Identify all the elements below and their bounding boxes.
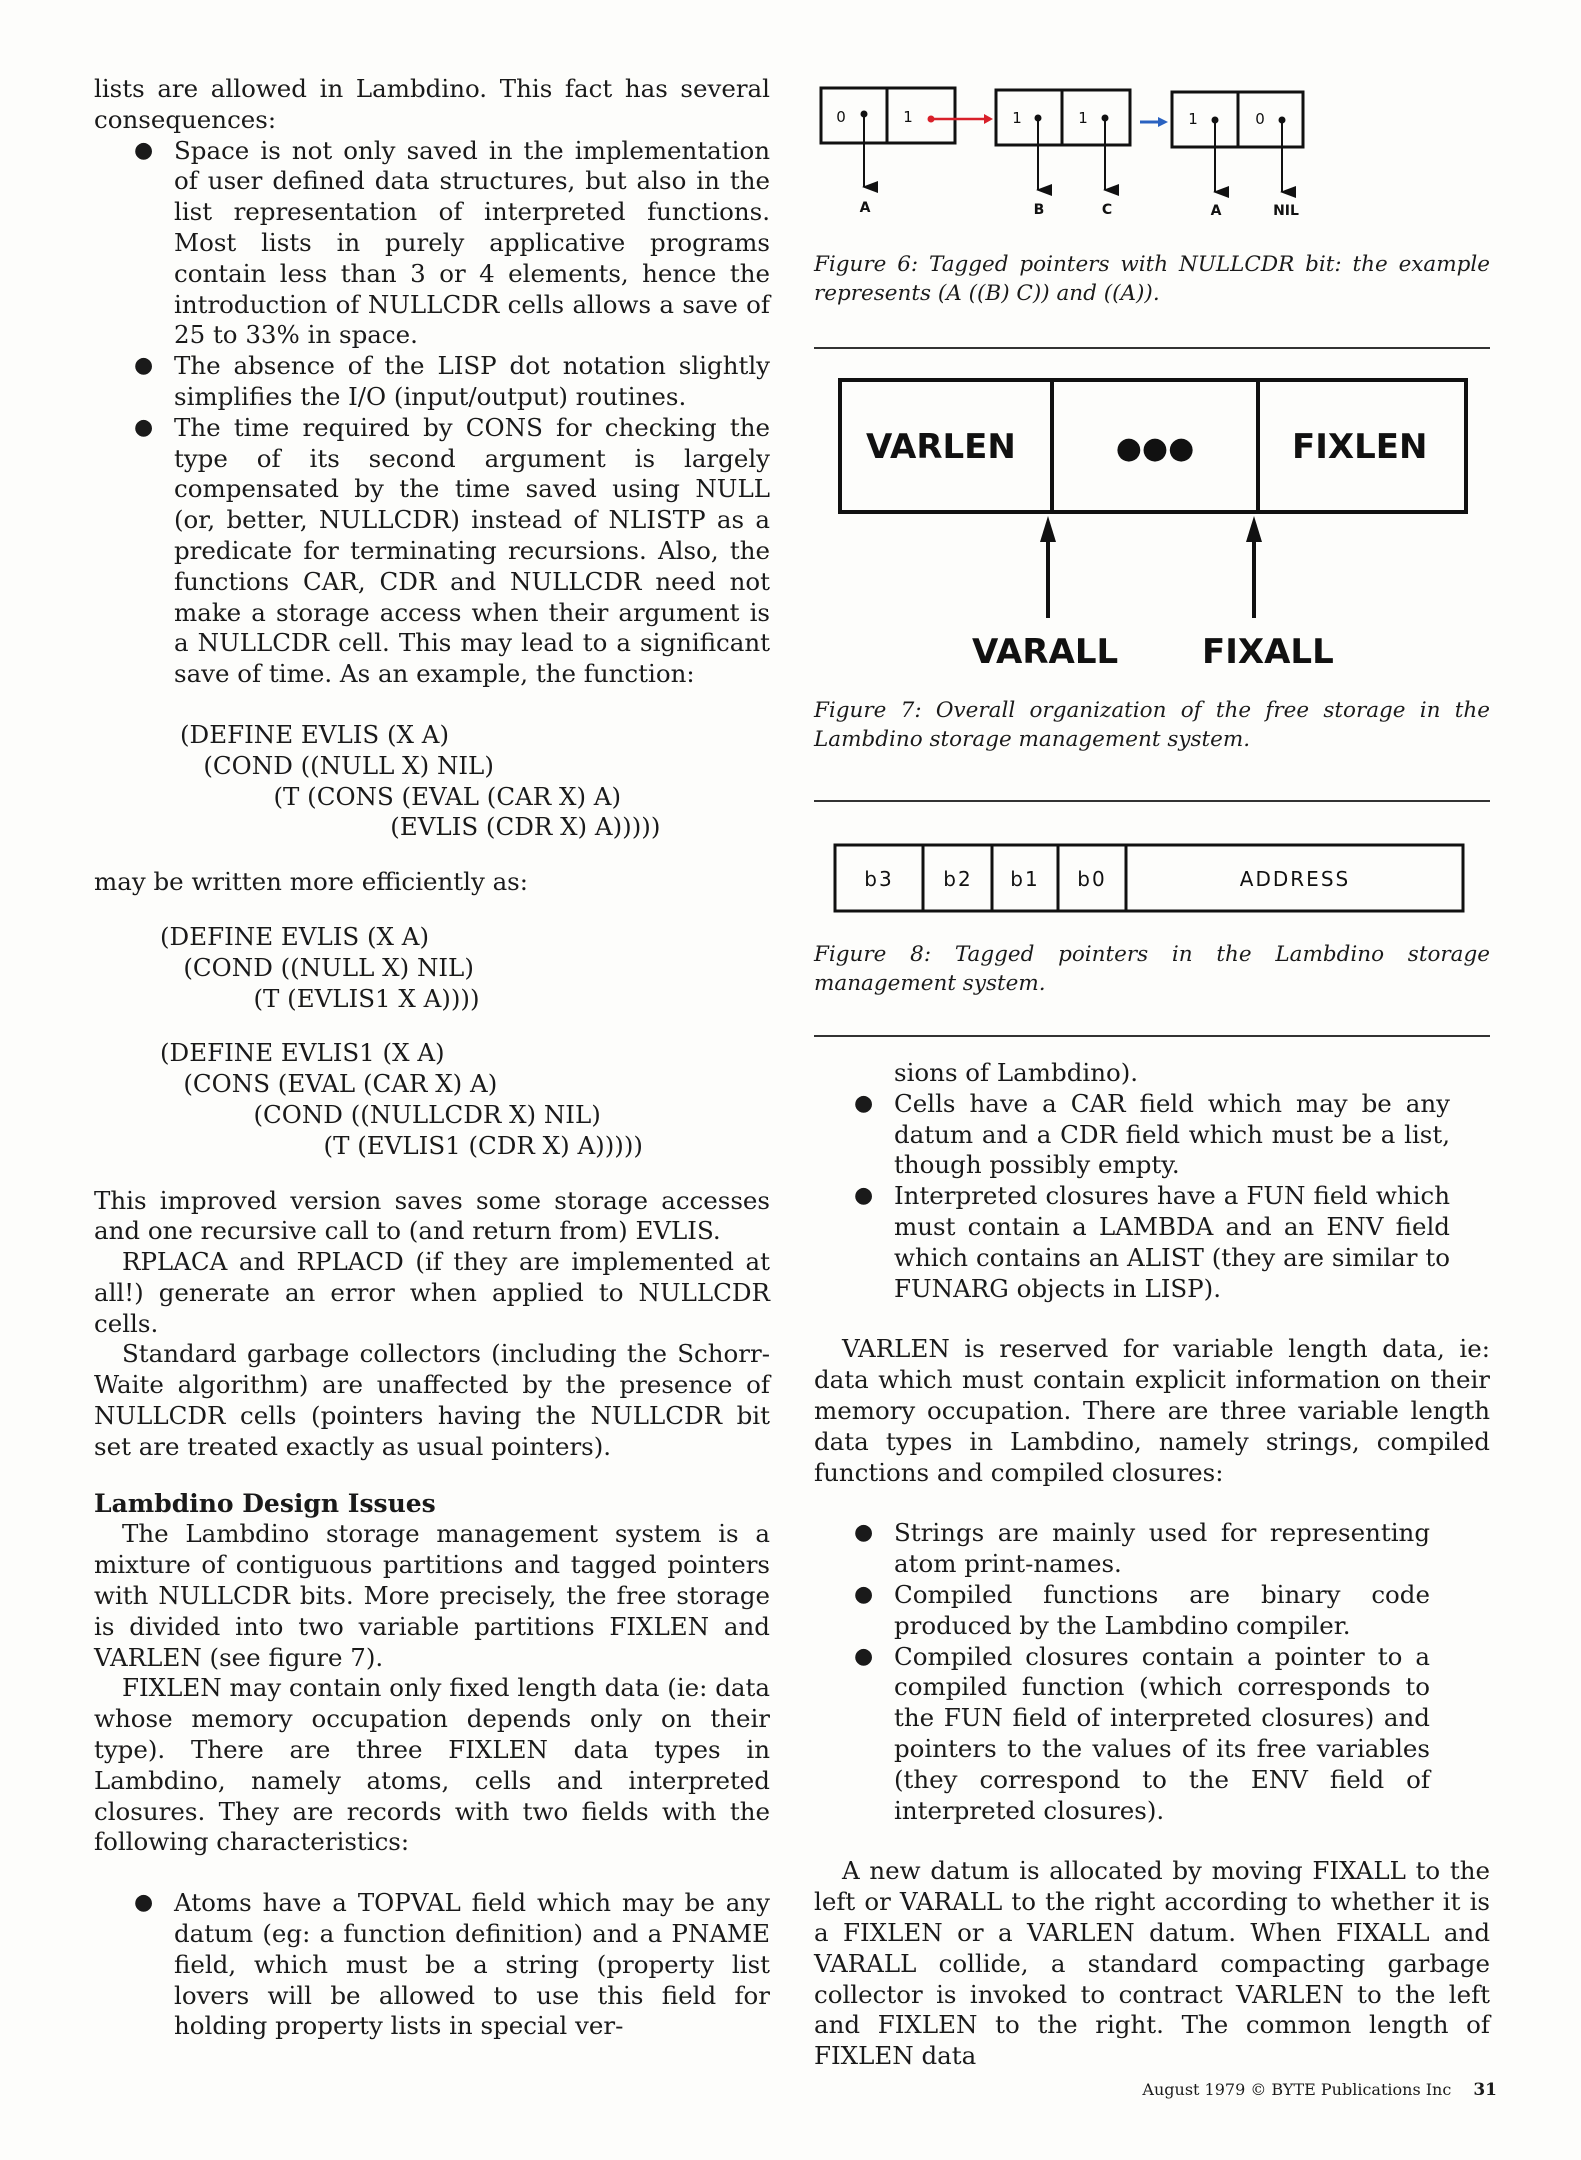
pointer-label: C [1101, 202, 1113, 218]
bit-field: b2 [943, 867, 973, 891]
tag-bit: 1 [1188, 110, 1198, 128]
paragraph: A new datum is allocated by moving FIXALL to the left or VARALL to the right according to whether it is a FIXLEN or a VARLEN datum. When FIXALL and VARALL collide, a standard compacting garbage collector is invoked to contract VARLEN to the left and FIXLEN to the right. The common length of FIXLEN data [814, 1856, 1490, 2071]
pointer-label: A [1210, 203, 1222, 219]
varall-label: VARALL [972, 632, 1119, 672]
paragraph: sions of Lambdino). [894, 1058, 1139, 1087]
code-evlis1: (DEFINE EVLIS1 (X A) (CONS (EVAL (CAR X) A) (COND ((NULLCDR X) NIL) (T (EVLIS1 (CDR X) A))))) [160, 1038, 643, 1160]
list-item: ● Compiled closures contain a pointer to a compiled function (which corresponds to the FUN field of interpreted closures) and pointers to the values of its free variables (they correspond to the ENV field of interpreted closures). [854, 1642, 1430, 1827]
pointer-label: A [859, 200, 871, 216]
tag-bit: 1 [1078, 109, 1088, 127]
section-heading: Lambdino Design Issues [94, 1488, 436, 1518]
code-evlis-improved: (DEFINE EVLIS (X A) (COND ((NULL X) NIL) (T (EVLIS1 X A)))) [160, 921, 480, 1013]
divider [814, 347, 1490, 349]
divider [814, 1035, 1490, 1037]
page-footer [1142, 2080, 1497, 2100]
varlen-label: VARLEN [866, 427, 1016, 467]
bit-field: b1 [1010, 867, 1040, 891]
pointer-label: NIL [1273, 203, 1299, 219]
paragraph: FIXLEN may contain only fixed length data (ie: data whose memory occupation depends only on their type). There are three FIXLEN data types in Lambdino, namely atoms, cells and interpreted closures. They are records with two fields with the following characteristics: [94, 1673, 770, 1857]
list-item: ● Space is not only saved in the implementation of user defined data structures, but also in the list representation of interpreted functions. Most lists in purely applicative programs contain less than 3 or 4 elements, hence the introduction of NULLCDR cells allows a save of 25 to 33% in space. [134, 136, 770, 352]
ellipsis-dots: ●●● [1115, 431, 1195, 466]
list-item: ● Cells have a CAR field which may be any datum and a CDR field which must be a list, though possibly empty. [854, 1089, 1450, 1181]
figure-6-caption: Figure 6: Tagged pointers with NULLCDR bit: the example represents (A ((B) C)) and ((A)). [814, 252, 1490, 306]
paragraph: may be written more efficiently as: [94, 867, 529, 897]
consequences-list [134, 136, 770, 690]
fixlen-list-cont [854, 1089, 1490, 1305]
fixall-label: FIXALL [1202, 632, 1334, 672]
code-evlis: (DEFINE EVLIS (X A) (COND ((NULL X) NIL) (T (CONS (EVAL (CAR X) A) (EVLIS (CDR X) A))))) [180, 719, 661, 842]
list-item: ● Compiled functions are binary code produced by the Lambdino compiler. [854, 1580, 1430, 1642]
bit-field: b0 [1077, 867, 1107, 891]
address-field: ADDRESS [1239, 867, 1351, 891]
list-item: ● Interpreted closures have a FUN field which must contain a LAMBDA and an ENV field which contains an ALIST (they are similar to FUNARG objects in LISP). [854, 1181, 1450, 1304]
footer-credit: August 1979 © BYTE Publications Inc [1142, 2080, 1452, 2099]
fixlen-list [134, 1888, 770, 2042]
fixlen-label: FIXLEN [1292, 427, 1428, 467]
figure-8-diagram [830, 840, 1470, 920]
list-item: ● Atoms have a TOPVAL field which may be any datum (eg: a function definition) and a PNAME field, which must be a string (property list lovers will be allowed to use this field for holding property lists in special ver- [134, 1888, 770, 2042]
figure-7-diagram [830, 370, 1480, 680]
figure-6-diagram [800, 60, 1500, 240]
figure-8-caption: Figure 8: Tagged pointers in the Lambdino storage management system. [814, 942, 1490, 996]
tag-bit: 0 [836, 108, 846, 126]
paragraph: This improved version saves some storage accesses and one recursive call to (and return from) EVLIS. [94, 1185, 770, 1246]
bit-field: b3 [864, 867, 894, 891]
right-column [814, 1058, 1490, 2072]
list-item: ● The absence of the LISP dot notation slightly simplifies the I/O (input/output) routines. [134, 351, 770, 413]
paragraph: VARLEN is reserved for variable length data, ie: data which must contain explicit information on their memory occupation. There are three variable length data types in Lambdino, namely strings, compiled functions and compiled closures: [814, 1334, 1490, 1487]
divider [814, 800, 1490, 802]
paragraph: Standard garbage collectors (including the Schorr-Waite algorithm) are unaffected by the presence of NULLCDR cells (pointers having the NULLCDR bit set are treated exactly as usual pointers). [94, 1339, 770, 1461]
list-item: ● The time required by CONS for checking the type of its second argument is largely compensated by the time saved using NULL (or, better, NULLCDR) instead of NLISTP as a predicate for terminating recursions. Also, the functions CAR, CDR and NULLCDR need not make a storage access when their argument is a NULLCDR cell. This may lead to a significant save of time. As an example, the function: [134, 413, 770, 690]
figure-7-caption: Figure 7: Overall organization of the free storage in the Lambdino storage management system. [814, 698, 1490, 752]
varlen-list [854, 1518, 1430, 1826]
page-number: 31 [1473, 2080, 1497, 2100]
left-column [94, 74, 770, 2042]
tag-bit: 1 [1012, 109, 1022, 127]
paragraph: The Lambdino storage management system is a mixture of contiguous partitions and tagged pointers with NULLCDR bits. More precisely, the free storage is divided into two variable partitions FIXLEN and VARLEN (see figure 7). [94, 1519, 770, 1672]
tag-bit: 0 [1255, 110, 1265, 128]
pointer-label: B [1033, 202, 1045, 218]
paragraph: RPLACA and RPLACD (if they are implemented at all!) generate an error when applied to NULLCDR cells. [94, 1247, 770, 1338]
intro-paragraph: lists are allowed in Lambdino. This fact has several consequences: [94, 74, 770, 134]
list-item: ● Strings are mainly used for representing atom print-names. [854, 1518, 1430, 1580]
tag-bit: 1 [903, 108, 913, 126]
